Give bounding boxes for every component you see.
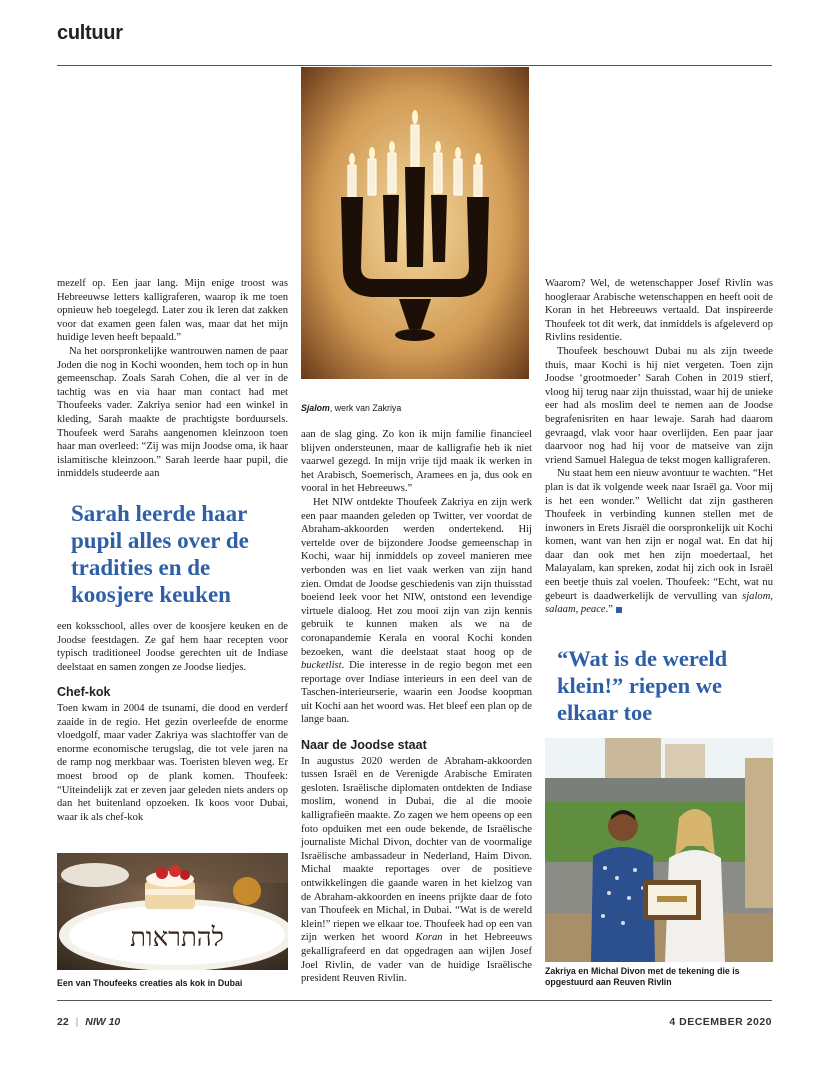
body-paragraph: Na het oorspronkelijke wantrouwen namen de paar Joden die nog in Kochi woonden, hem toch op in hun gemeenschap. Zoals Sarah Cohen, die al ver in de tachtig was en via haar man contact had met Thoufeeks vader. Zakriya senior had een winkel in kleding, Sarah maakte de prachtigste borduursels. Thoufeek werd Sarahs aangenomen kleinzoon toen haar man overleed: “Zij was mijn Joodse oma, ik haar islamitische kleinzoon.” Sarah leerde haar pupil, die inmiddels studeerde aan [57,345,288,480]
footer-separator: | [75,1016,79,1028]
column-1-top [57,277,288,481]
body-text: in het Hebreeuws gekalligrafeerd en dat opgedragen aan wijlen Josef Joel Rivlin, de vader van de huidige Israëlische president Reuven Rivlin. [301,932,532,985]
body-paragraph: Waarom? Wel, de wetenschapper Josef Rivlin was hoogleraar Arabische wetenschappen en heeft ooit de Koran in het Hebreeuws vertaald. Dat inspireerde Thoufeek tot dit werk, dat inmiddels is afgeleverd op Rivlins residentie. [545,278,773,344]
caption-artwork-title: Sjalom [301,403,330,413]
section-label: cultuur [57,22,123,44]
pull-quote-wereld: “Wat is de wereld klein!” riepen we elkaar toe [557,646,728,725]
top-rule [57,65,772,66]
column-1-bottom [57,620,288,824]
dessert-chocolate-writing: להתראות [130,923,224,953]
subheading-joodse-staat: Naar de Joodse staat [301,738,427,753]
artwork-hebrew-word [301,195,529,196]
body-paragraph: Thoufeek beschouwt Dubai nu als zijn tweede thuis, maar Kochi is hij niet vergeten. Toen zijn Joodse ‘grootmoeder’ Sarah Cohen in 2019 stierf, vloog hij terug naar zijn thuisstad, waar hij de unieke eer had als moslim deel te nemen aan de Joodse begrafenisriten en haar lewaje. Sarah had daarom gevraagd, vlak voor haar overlijden. Een paar jaar daarvoor nog had hij voor de matseive van zijn vriend Samuel Halegua de tekst mogen kalligraferen. [545,345,773,466]
body-text: Het NIW ontdekte Thoufeek Zakriya en zijn werk een paar maanden geleden op Twitter, ver voordat de Abraham-akkoorden werden ondertekend. Hij vertelde over de bijzondere Joodse gemeenschap in Kochi, waar hij inmiddels op zoveel manieren mee verbonden was en liet vaak werken van zijn hand zien. Omdat de Joodse geschiedenis van zijn thuisstad boeiend leek voor het NIW, ontstond een levendige virtuele dialoog. Het zou mooi zijn van zijn kennis gebruik te kunnen maken als we na de coronapandemie Kerala en vooral Kochi konden bezoeken, want die deelstaat staat hoog op de [301,496,532,658]
body-paragraph [301,755,532,986]
body-paragraph: een koksschool, alles over de koosjere keuken en de Joodse feestdagen. Ze gaf hem haar recepten voor typisch traditioneel Joodse gerechten uit de Indiase deelstaat en samen zongen ze Joodse liedjes. [57,621,288,673]
caption-artwork-rest: , werk van Zakriya [329,403,402,413]
issue-date: 4 DECEMBER 2020 [669,1016,772,1028]
body-paragraph: aan de slag ging. Zo kon ik mijn familie financieel blijven ondersteunen, maar de kalligrafie heb ik niet vaarwel gezegd. In mijn vrije tijd maak ik werken in het Arabisch, Soemerisch, Aramees en ja, dus ook en vooral in het Hebreeuws.” [301,429,532,495]
body-paragraph [545,467,773,617]
body-text: .” [605,604,613,616]
caption-photo: Zakriya en Michal Divon met de tekening die is opgestuurd aan Reuven Rivlin [545,966,740,987]
column-3 [545,277,773,617]
caption-artwork [301,403,529,414]
body-emphasis: Koran [415,932,443,944]
menorah-artwork [301,67,529,379]
people-photo [545,738,773,962]
body-paragraph [301,496,532,727]
body-text: Nu staat hem een nieuw avontuur te wachten. “Het plan is dat ik volgende week naar Israël ga. Voor mij is het een wonder.” Wellicht dat zijn gastheren Thoufeek in verbinding kunnen stellen met de inwoners in Erets Jisraël die oorspronkelijk uit Kochi komen, want van hen zijn er nogal wat. En dat hij daar dan ook met hen zijn moedertaal, het Malayalam, kan spreken, zodat hij zich ook in Israël een beetje thuis zal voelen. Thoufeek: “Echt, wat nu gebeurt is daadwerkelijk de vervulling van [545,468,773,602]
footer-left [57,1016,120,1028]
bottom-rule [57,1000,772,1001]
dessert-photo [57,853,288,970]
body-text: . Die interesse in de regio begon met een reportage over Indiase interieurs in een deel van de Taschen-interieurserie, waarin een Joodse koopman uit Kochi aan het woord was. Het bleef een plan op de lange baan. [301,660,532,726]
body-emphasis: sjalom, salaam, peace [545,590,773,616]
body-paragraph: Toen kwam in 2004 de tsunami, die dood en verderf zaaide in de regio. Het gezin overleefde de enorme vloedgolf, maar vader Zakriya was slachtoffer van de enorme economische terugslag, die tot vele jaren na de ramp nog merkbaar was. Toeristen bleven weg. Er moest brood op de plank komen. Thoufeek: “Uiteindelijk zat er zeven jaar geleden niets anders op dan het buitenland opzoeken. Ik koos voor Dubai, waar ik als chef-kok [57,702,288,823]
magazine-issue: NIW 10 [85,1016,121,1028]
column-2 [301,428,532,986]
end-mark-icon [616,607,622,613]
pull-quote-sarah: Sarah leerde haar pupil alles over de tradities en de koosjere keuken [71,501,249,607]
body-emphasis: bucketlist [301,660,342,672]
caption-dessert: Een van Thoufeeks creaties als kok in Dubai [57,978,243,988]
body-paragraph: mezelf op. Een jaar lang. Mijn enige troost was Hebreeuwse letters kalligraferen, waarop ik me toen opnieuw heb toegelegd. Later zou ik leren dat zakken voor dat examen geen falen was, maar dat het mijn huidige leven heeft bepaald.” [57,278,288,344]
subheading-chef-kok: Chef-kok [57,685,111,700]
artwork-shalom [301,67,529,379]
photo-zakriya-michal [545,738,773,962]
page-number: 22 [57,1016,69,1028]
body-text: In augustus 2020 werden de Abraham-akkoorden tussen Israël en de Verenigde Arabische Emiraten gesloten. Israëlische diplomaten ontdekten de Indiase moslim, wonend in Dubai, die al die mooie kalligrafieën maakte. Zo zagen we hem opeens op een foto opduiken met een oude bekende, de Israëlische journaliste Michal Divon, dochter van de voormalige Israëlische ambassadeur in Nederland, Haim Divon. Michal maakte reportages over de positieve ontwikkelingen die gaande waren in het kielzog van de Abraham-akkoorden en ineens prijkte daar de foto van Thoufeek en Michal, in Dubai. “Wat is de wereld klein!” riepen we elkaar toe. Thoufeek had op een van zijn werken het woord [301,755,532,944]
